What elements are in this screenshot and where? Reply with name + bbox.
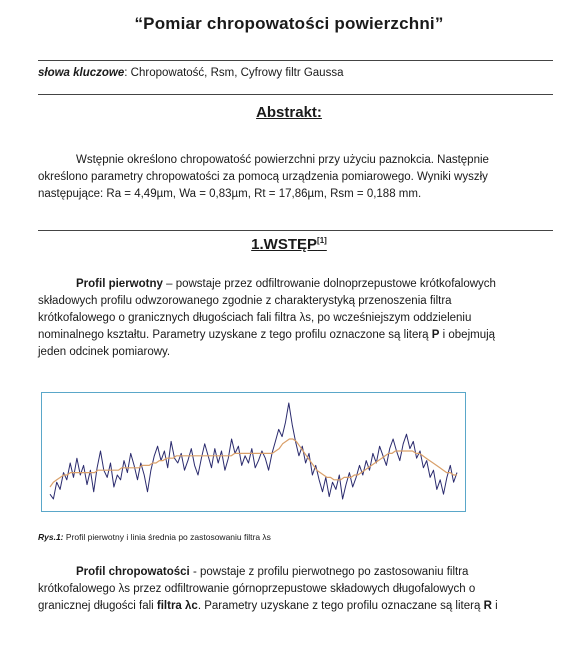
paragraph-line	[38, 598, 553, 615]
paragraph-line: krótkofalowego o granicznych długościach fali filtra λs, po wcześniejszym oddzieleniu	[38, 312, 472, 324]
profile-chart-svg	[42, 393, 465, 511]
section-title: 1.WSTĘP	[251, 236, 318, 253]
paragraph-text: . Parametry uzyskane z tego profilu oznaczane są literą	[197, 600, 484, 612]
abstract-line: określono parametry chropowatości za pomocą urządzenia pomiarowego. Wyniki wyszły	[38, 171, 488, 183]
keywords-line	[38, 67, 343, 79]
divider	[38, 230, 553, 231]
abstract-paragraph	[38, 152, 553, 203]
abstract-line-text: Wstępnie określono chropowatość powierzchni przy użyciu paznokcia. Następnie	[76, 154, 489, 166]
paragraph-text: granicznej długości fali	[38, 600, 157, 612]
document-title: “Pomiar chropowatości powierzchni”	[134, 14, 444, 33]
letter-r: R	[483, 600, 492, 612]
paragraph-line	[38, 564, 553, 581]
keywords-label: słowa kluczowe	[38, 67, 125, 79]
paragraph-line	[38, 327, 553, 344]
paragraph-line	[38, 276, 553, 293]
figure-caption-text: Profil pierwotny i linia średnia po zastosowaniu filtra λs	[63, 532, 271, 542]
term-filter-lc: filtra λc	[156, 600, 198, 612]
divider	[38, 94, 553, 95]
section-heading	[0, 236, 578, 253]
paragraph-text: i	[491, 600, 498, 612]
citation-ref[interactable]: [1]	[317, 236, 327, 245]
divider	[38, 60, 553, 61]
abstract-heading: Abstrakt:	[256, 104, 322, 121]
figure-label: Rys.1:	[38, 532, 64, 542]
paragraph-text: - powstaje z profilu pierwotnego po zastosowaniu filtra	[189, 566, 469, 578]
paragraph-text: nominalnego kształtu. Parametry uzyskane z tego profilu oznaczone są literą	[38, 329, 432, 341]
letter-p: P	[431, 329, 440, 341]
profile-chart	[41, 392, 466, 512]
paragraph-line: składowych profilu odwzorowanego zgodnie z charakterystyką przenoszenia filtra	[38, 295, 452, 307]
paragraph-text: i obejmują	[439, 329, 496, 341]
intro-paragraph-primary-profile	[38, 276, 553, 361]
abstract-line: następujące: Ra = 4,49µm, Wa = 0,83µm, Rt = 17,86µm, Rsm = 0,188 mm.	[38, 188, 422, 200]
keywords-value: : Chropowatość, Rsm, Cyfrowy filtr Gaussa	[124, 67, 344, 79]
paragraph-line: krótkofalowego λs przez odfiltrowanie górnoprzepustowe składowych długofalowych o	[38, 583, 476, 595]
paragraph-line: jeden odcinek pomiarowy.	[38, 346, 171, 358]
abstract-line	[38, 152, 553, 169]
term-roughness-profile: Profil chropowatości	[76, 566, 190, 578]
figure-caption	[38, 532, 271, 542]
term-primary-profile: Profil pierwotny	[76, 278, 163, 290]
mean-line	[50, 439, 457, 487]
intro-paragraph-roughness-profile	[38, 564, 553, 615]
paragraph-text: – powstaje przez odfiltrowanie dolnoprzepustowe krótkofalowych	[162, 278, 496, 290]
